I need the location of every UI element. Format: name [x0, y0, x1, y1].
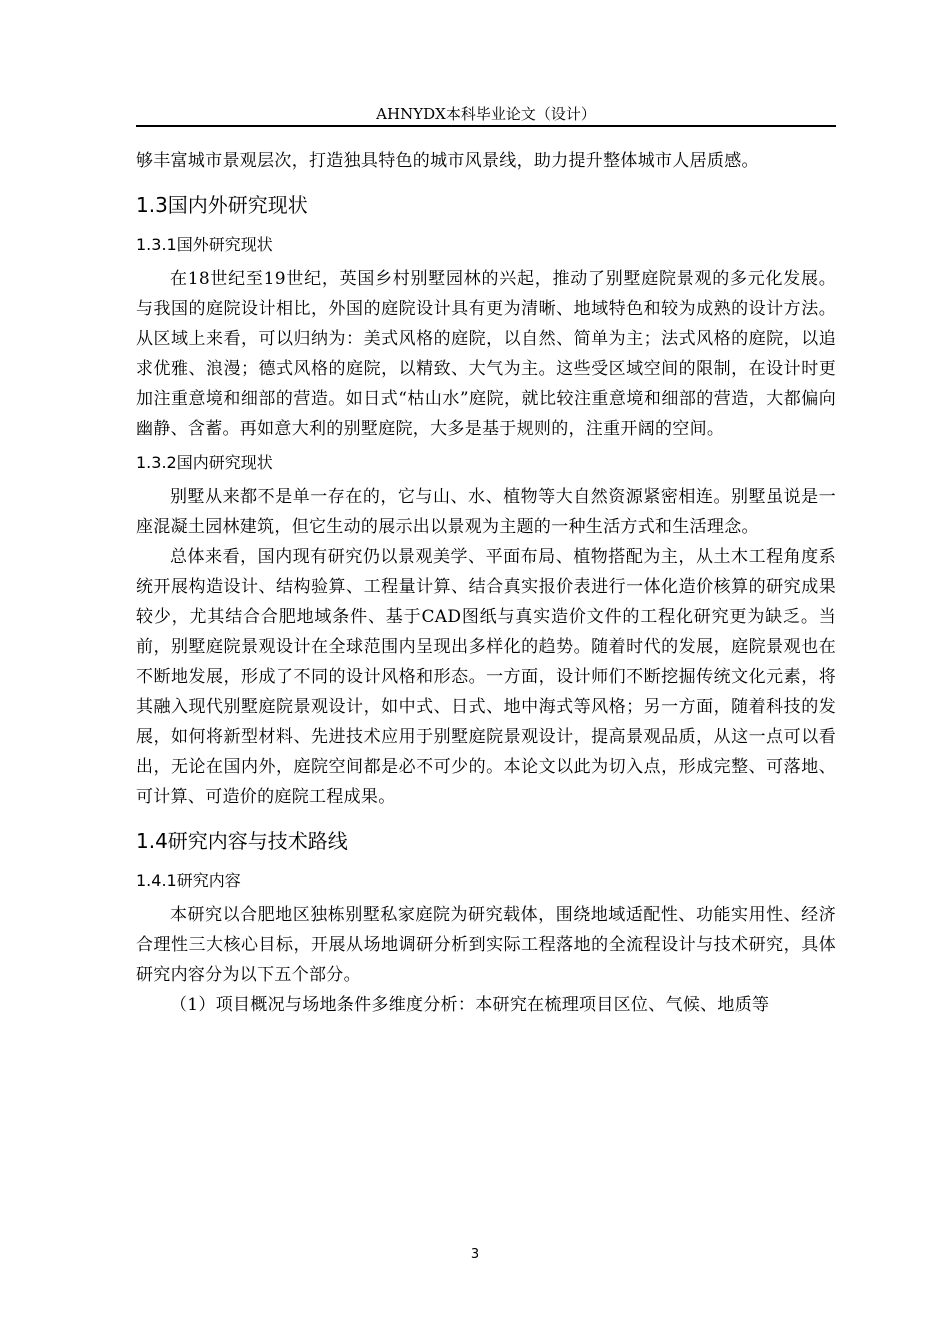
page-number: 3	[470, 1247, 480, 1262]
paragraph-domestic-research-2: 总体来看，国内现有研究仍以景观美学、平面布局、植物搭配为主，从土木工程角度系统开展构造设计、结构验算、工程量计算、结合真实报价表进行一体化造价核算的研究成果较少，尤其结合合肥地域条件、基于CAD图纸与真实造价文件的工程化研究更为缺乏。当前，别墅庭院景观设计在全球范围内呈现出多样化的趋势。随着时代的发展，庭院景观也在不断地发展，形成了不同的设计风格和形态。一方面，设计师们不断挖掘传统文化元素，将其融入现代别墅庭院景观设计，如中式、日式、地中海式等风格；另一方面，随着科技的发展，如何将新型材料、先进技术应用于别墅庭院景观设计，提高景观品质，从这一点可以看出，无论在国内外，庭院空间都是必不可少的。本论文以此为切入点，形成完整、可落地、可计算、可造价的庭院工程成果。	[136, 547, 836, 807]
subsection-heading-1-3-1: 1.3.1国外研究现状	[136, 235, 273, 254]
list-item-1: （1）项目概况与场地条件多维度分析：本研究在梳理项目区位、气候、地质等	[170, 995, 770, 1015]
subsection-heading-1-3-2: 1.3.2国内研究现状	[136, 453, 273, 472]
paragraph-foreign-research: 在18世纪至19世纪，英国乡村别墅园林的兴起，推动了别墅庭院景观的多元化发展。与我国的庭院设计相比，外国的庭院设计具有更为清晰、地域特色和较为成熟的设计方法。从区域上来看，可以归纳为：美式风格的庭院，以自然、简单为主；法式风格的庭院，以追求优雅、浪漫；德式风格的庭院，以精致、大气为主。这些受区域空间的限制，在设计时更加注重意境和细部的营造。如日式“枯山水”庭院，就比较注重意境和细部的营造，大都偏向幽静、含蓄。再如意大利的别墅庭院，大多是基于规则的，注重开阔的空间。	[136, 269, 836, 439]
section-heading-1-4: 1.4研究内容与技术路线	[136, 829, 348, 853]
paragraph-research-content: 本研究以合肥地区独栋别墅私家庭院为研究载体，围绕地域适配性、功能实用性、经济合理性三大核心目标，开展从场地调研分析到实际工程落地的全流程设计与技术研究，具体研究内容分为以下五个部分。	[136, 905, 836, 985]
subsection-heading-1-4-1: 1.4.1研究内容	[136, 871, 241, 890]
section-heading-1-3: 1.3国内外研究现状	[136, 193, 308, 217]
paragraph-continued: 够丰富城市景观层次，打造独具特色的城市风景线，助力提升整体城市人居质感。	[136, 151, 759, 171]
running-header: AHNYDX本科毕业论文（设计）	[376, 105, 596, 123]
paragraph-domestic-research-1: 别墅从来都不是单一存在的，它与山、水、植物等大自然资源紧密相连。别墅虽说是一座混凝土园林建筑，但它生动的展示出以景观为主题的一种生活方式和生活理念。	[136, 487, 836, 537]
header-rule	[136, 125, 836, 127]
page-body	[136, 146, 836, 1020]
